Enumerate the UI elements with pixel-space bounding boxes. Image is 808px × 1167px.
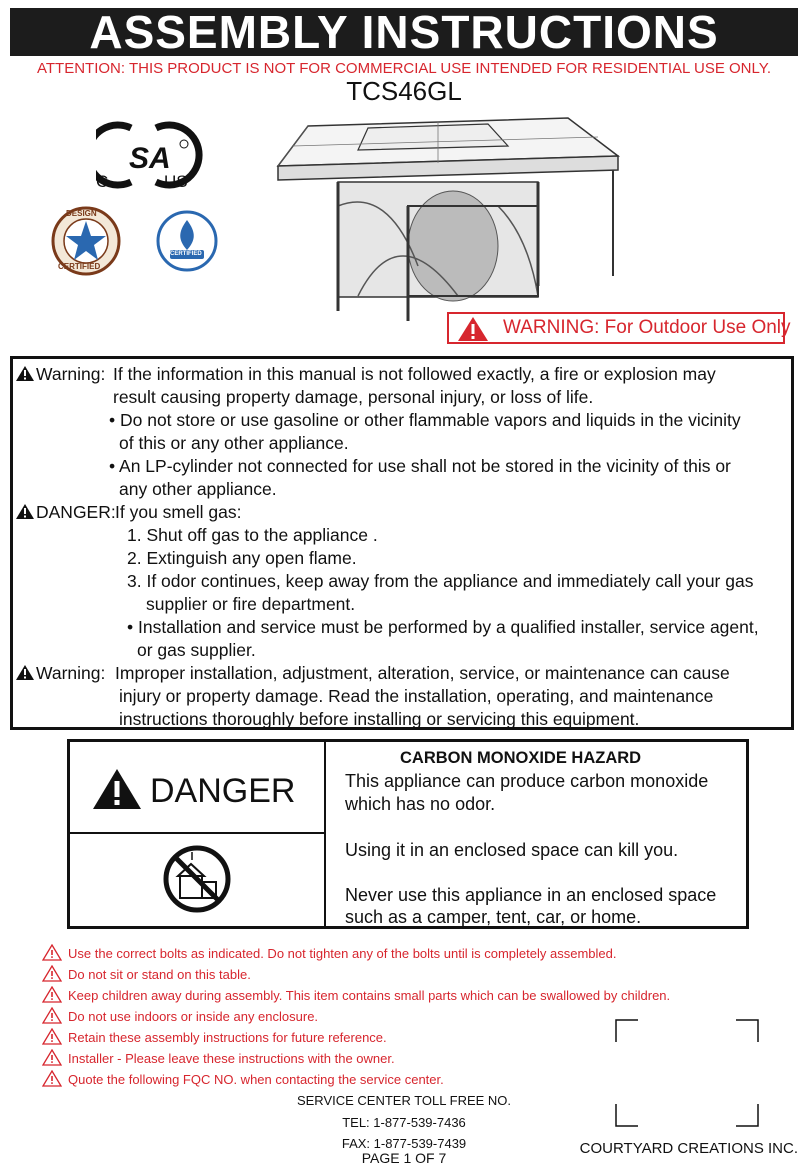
bullet-text: or gas supplier. (137, 640, 256, 660)
step-text: supplier or fire department. (146, 594, 356, 614)
list-item: Use the correct bolts as indicated. Do not tighten any of the bolts until is completely assembled. (68, 946, 616, 961)
warning-triangle-icon (42, 1028, 62, 1045)
csa-us: US (164, 172, 188, 191)
carbon-monoxide-danger-box (67, 739, 749, 929)
blue-certified-seal (156, 210, 218, 272)
list-item: Keep children away during assembly. This item contains small parts which can be swallowed by children. (68, 988, 670, 1003)
csa-logo (96, 110, 206, 195)
warning-triangle-icon (42, 1049, 62, 1066)
warning-label: Warning: (36, 364, 106, 384)
svg-text:SA: SA (129, 142, 171, 175)
warning-text: If the information in this manual is not followed exactly, a fire or explosion may (113, 364, 716, 384)
list-item: Retain these assembly instructions for future reference. (68, 1030, 387, 1045)
co-text: Using it in an enclosed space can kill you. (345, 840, 679, 860)
step-text: 2. Extinguish any open flame. (127, 548, 357, 568)
co-text: which has no odor. (345, 794, 496, 814)
step-text: 1. Shut off gas to the appliance . (127, 525, 378, 545)
warning-text: result causing property damage, personal injury, or loss of life. (113, 387, 594, 407)
warning-label: Warning: (36, 663, 106, 683)
warning-triangle-icon (457, 316, 489, 342)
warning-triangle-icon (42, 1070, 62, 1087)
list-item: Installer - Please leave these instructions with the owner. (68, 1051, 395, 1066)
bullet-text: of this or any other appliance. (119, 433, 349, 453)
fqc-label-area (614, 1018, 760, 1128)
model-number: TCS46GL (346, 76, 462, 106)
warning-triangle-icon (15, 503, 35, 520)
danger-header-cell (70, 742, 326, 834)
certified-text: CERTIFIED (58, 262, 101, 271)
outdoor-warning-text: WARNING: For Outdoor Use Only (503, 317, 791, 338)
co-text: Never use this appliance in an enclosed space (345, 885, 717, 905)
warning-triangle-icon (42, 1007, 62, 1024)
warning-triangle-icon (92, 768, 142, 810)
co-text: such as a camper, tent, car, or home. (345, 907, 642, 927)
attention-notice: ATTENTION: THIS PRODUCT IS NOT FOR COMMERCIAL USE INTENDED FOR RESIDENTIAL USE ONLY. (37, 60, 771, 77)
bullet-text: • Do not store or use gasoline or other flammable vapors and liquids in the vicinity (109, 410, 741, 430)
warning-triangle-icon (42, 986, 62, 1003)
warning-text: Improper installation, adjustment, alteration, service, or maintenance can cause (115, 663, 730, 683)
warning-triangle-icon (15, 664, 35, 681)
warning-triangle-icon (42, 965, 62, 982)
page-number: PAGE 1 OF 7 (361, 1150, 447, 1166)
document-title: ASSEMBLY INSTRUCTIONS (10, 8, 798, 56)
fire-table-illustration (268, 106, 628, 326)
warning-triangle-icon (42, 944, 62, 961)
warning-text: injury or property damage. Read the installation, operating, and maintenance (119, 686, 714, 706)
danger-label: DANGER: (36, 502, 116, 522)
list-item: Do not use indoors or inside any enclosure. (68, 1009, 318, 1024)
bullet-text: • Installation and service must be performed by a qualified installer, service agent, (127, 617, 759, 637)
list-item: Quote the following FQC NO. when contacting the service center. (68, 1072, 444, 1087)
bullet-text: any other appliance. (119, 479, 277, 499)
co-hazard-heading: CARBON MONOXIDE HAZARD (400, 749, 642, 767)
company-name: COURTYARD CREATIONS INC. (579, 1140, 798, 1157)
blue-certified-text: CERTIFIED (170, 251, 202, 257)
warning-text: instructions thoroughly before installing or servicing this equipment. (119, 709, 640, 729)
csa-c: C (96, 172, 109, 191)
bullet-text: • An LP-cylinder not connected for use shall not be stored in the vicinity of this or (109, 456, 731, 476)
no-enclosed-space-icon (162, 844, 232, 914)
gas-warning-box (10, 356, 794, 730)
outdoor-use-warning (447, 312, 791, 344)
design-text: DESIGN (66, 209, 97, 218)
co-text: This appliance can produce carbon monoxide (345, 771, 709, 791)
step-text: 3. If odor continues, keep away from the appliance and immediately call your gas (127, 571, 754, 591)
no-enclosure-symbol-cell (70, 834, 326, 926)
list-item: Do not sit or stand on this table. (68, 967, 251, 982)
danger-text: If you smell gas: (115, 502, 242, 522)
service-center-line: SERVICE CENTER TOLL FREE NO. (296, 1093, 512, 1108)
danger-word: DANGER (150, 772, 296, 810)
service-tel: TEL: 1-877-539-7436 (342, 1115, 466, 1130)
service-fax: FAX: 1-877-539-7439 (341, 1136, 467, 1151)
warning-triangle-icon (15, 365, 35, 382)
